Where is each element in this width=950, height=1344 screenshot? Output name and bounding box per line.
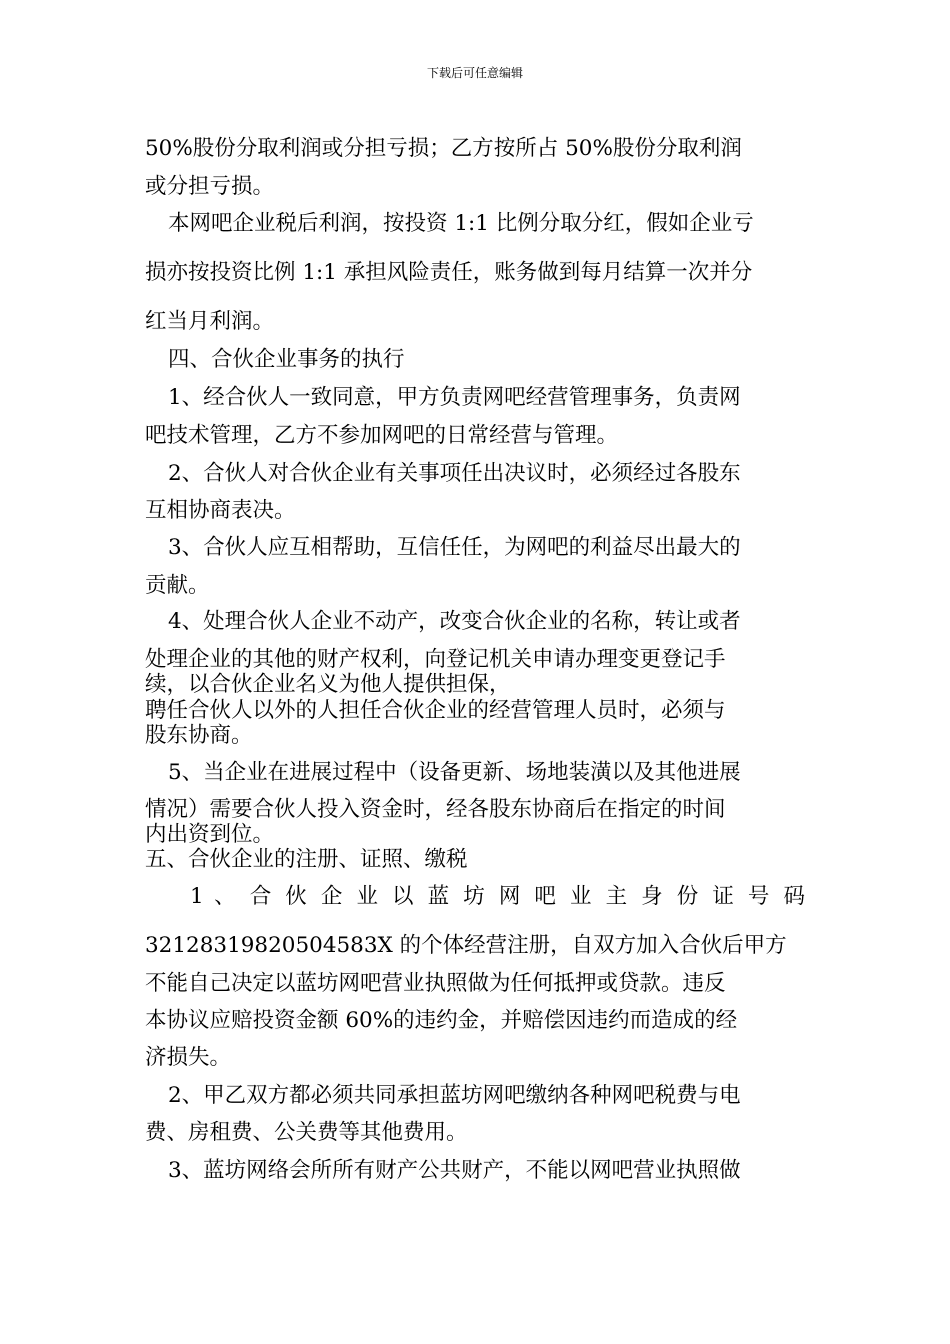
text-line: 或分担亏损。 [145, 174, 275, 199]
text-line: 本网吧企业税后利润，按投资 1:1 比例分取分红，假如企业亏 [168, 211, 754, 236]
text-line: 2、甲乙双方都必须共同承担蓝坊网吧缴纳各种网吧税费与电 [168, 1083, 741, 1108]
text-line: 费、房租费、公关费等其他费用。 [145, 1120, 468, 1145]
text-line: 股东协商。 [145, 723, 253, 748]
text-line: 处理企业的其他的财产权利，向登记机关申请办理变更登记手 [145, 647, 726, 672]
text-line: 吧技术管理，乙方不参加网吧的日常经营与管理。 [145, 423, 619, 448]
text-line: 1 、 合 伙 企 业 以 蓝 坊 网 吧 业 主 身 份 证 号 码 [190, 884, 805, 909]
section-heading: 五、合伙企业的注册、证照、缴税 [145, 847, 468, 872]
text-line: 3、合伙人应互相帮助，互信任任，为网吧的利益尽出最大的 [168, 535, 741, 560]
page-header-note: 下载后可任意编辑 [426, 66, 523, 80]
text-line: 4、处理合伙人企业不动产，改变合伙企业的名称，转让或者 [168, 609, 741, 634]
text-line: 2、合伙人对合伙企业有关事项任出决议时，必须经过各股东 [168, 461, 741, 486]
section-heading: 四、合伙企业事务的执行 [168, 347, 405, 372]
text-line: 1、经合伙人一致同意，甲方负责网吧经营管理事务，负责网 [168, 385, 741, 410]
text-line: 32128319820504583X 的个体经营注册，自双方加入合伙后甲方 [145, 933, 787, 958]
text-line: 3、蓝坊网络会所所有财产公共财产，不能以网吧营业执照做 [168, 1158, 741, 1183]
text-line: 50%股份分取利润或分担亏损；乙方按所占 50%股份分取利润 [145, 136, 742, 161]
text-line: 济损失。 [145, 1045, 232, 1070]
text-line: 聘任合伙人以外的人担任合伙企业的经营管理人员时，必须与 [145, 698, 726, 723]
text-line: 续，以合伙企业名义为他人提供担保， [145, 672, 511, 697]
text-line: 红当月利润。 [145, 309, 275, 334]
text-line: 不能自己决定以蓝坊网吧营业执照做为任何抵押或贷款。违反 [145, 971, 726, 996]
text-line: 本协议应赔投资金额 60%的违约金，并赔偿因违约而造成的经 [145, 1008, 738, 1033]
text-line: 贡献。 [145, 573, 210, 598]
text-line: 损亦按投资比例 1:1 承担风险责任，账务做到每月结算一次并分 [145, 260, 753, 285]
text-line: 互相协商表决。 [145, 498, 296, 523]
text-line: 情况）需要合伙人投入资金时，经各股东协商后在指定的时间 [145, 797, 726, 822]
text-line: 内出资到位。 [145, 822, 275, 847]
text-line: 5、当企业在进展过程中（设备更新、场地装潢以及其他进展 [168, 760, 741, 785]
